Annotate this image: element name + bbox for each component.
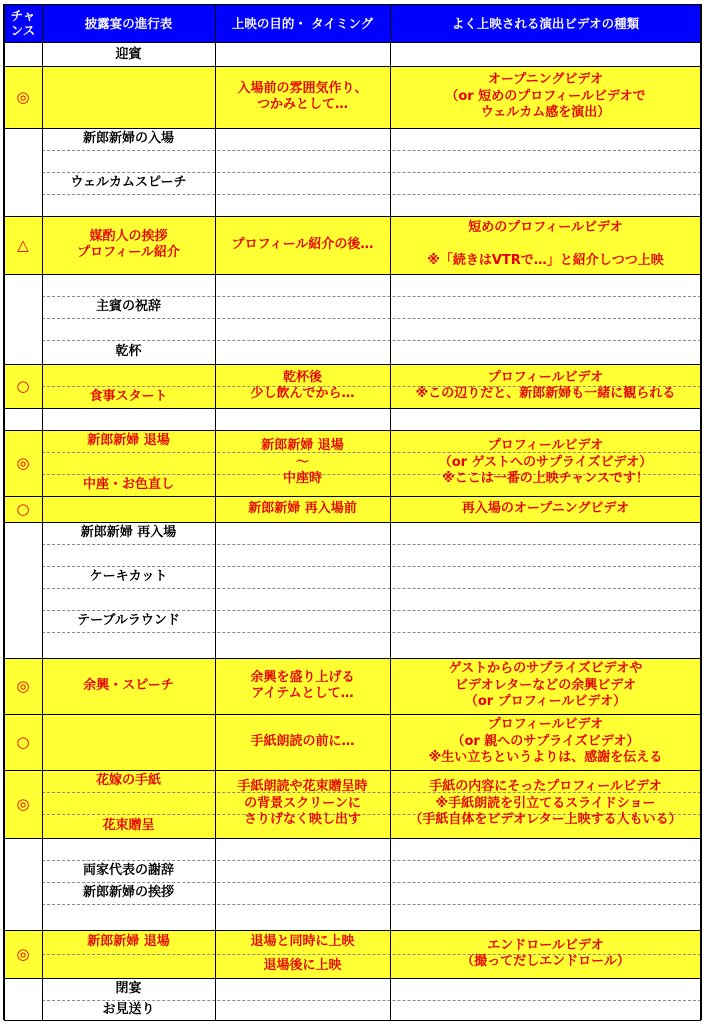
- purpose-text: 新郎新婦 退場 ～ 中座時: [261, 438, 344, 487]
- schedule-item: 新郎新婦 退場: [87, 933, 170, 949]
- header-purpose: 上映の目的・ タイミング: [215, 4, 390, 42]
- chance-mark: ◎: [16, 87, 30, 106]
- header-schedule: 披露宴の進行表: [42, 4, 215, 42]
- schedule-item: 花束贈呈: [102, 817, 155, 833]
- schedule-item: 中座・お色直し: [82, 476, 174, 492]
- purpose-text: 乾杯後 少し飲んでから…: [250, 369, 355, 401]
- purpose-text: 手紙朗読や花束贈呈時 の背景スクリーンに さりげなく映し出す: [237, 779, 368, 828]
- row-divider: [42, 150, 701, 151]
- row-divider: [42, 194, 701, 195]
- row-divider: [4, 274, 701, 275]
- header-chance: チャ ンス: [4, 4, 42, 42]
- video-text: プロフィールビデオ （or 親へのサプライズビデオ） ※生い立ちというよりは、感謝を伝える: [428, 717, 663, 766]
- video-text: ゲストからのサプライズビデオや ビデオレターなどの余興ビデオ （or プロフィールビデオ）: [448, 661, 643, 710]
- schedule-item: 閉宴: [115, 980, 142, 996]
- video-text: プロフィールビデオ ※この辺りだと、新郎新婦も一緒に観られる: [415, 369, 676, 401]
- schedule-item: 花嫁の手紙: [95, 772, 161, 788]
- video-text: エンドロールビデオ （撮ってだしエンドロール）: [461, 937, 630, 969]
- schedule-item: ウェルカムスピーチ: [70, 174, 187, 190]
- purpose-text: 退場後に上映: [263, 957, 342, 973]
- chance-mark: △: [17, 235, 29, 254]
- chance-mark: ◎: [16, 794, 30, 813]
- schedule-item: 両家代表の謝辞: [82, 862, 174, 878]
- row-divider: [4, 42, 701, 43]
- row-divider: [42, 318, 701, 319]
- row-divider: [42, 632, 701, 633]
- row-divider: [4, 1020, 701, 1021]
- schedule-item: 新郎新婦の入場: [82, 130, 174, 146]
- header-video: よく上映される演出ビデオの種類: [390, 4, 701, 42]
- video-text: 手紙の内容にそったプロフィールビデオ ※手紙朗読を引立てるスライドショー （手紙自体をビデオレター上映する人もいる）: [409, 779, 682, 828]
- row-divider: [4, 838, 701, 839]
- chance-mark: ○: [16, 376, 30, 395]
- row-divider: [4, 408, 701, 409]
- purpose-text: 新郎新婦 再入場前: [248, 500, 357, 516]
- schedule-item: 媒酌人の挨拶 プロフィール紹介: [77, 228, 180, 260]
- schedule-item: 新郎新婦の挨拶: [82, 884, 174, 900]
- video-text: オープニングビデオ （or 短めのプロフィールビデオで ウェルカム感を演出）: [445, 72, 646, 121]
- row-divider: [42, 544, 701, 545]
- schedule-item: 食事スタート: [89, 388, 168, 404]
- row-divider: [42, 588, 701, 589]
- schedule-item: 余興・スピーチ: [83, 677, 174, 693]
- schedule-item: お見送り: [102, 1001, 155, 1017]
- schedule-item: 乾杯: [115, 343, 142, 359]
- video-text: プロフィールビデオ （or ゲストへのサプライズビデオ） ※ここは一番の上映チャンスです！: [438, 438, 653, 487]
- row-divider: [4, 4, 701, 5]
- chance-mark: ◎: [16, 944, 30, 963]
- chance-mark: ○: [16, 732, 30, 751]
- purpose-text: 入場前の雰囲気作り、 つかみとして…: [237, 80, 368, 112]
- chance-mark: ◎: [16, 453, 30, 472]
- schedule-item: 新郎新婦 退場: [87, 432, 170, 448]
- purpose-text: 手紙朗読の前に…: [250, 733, 355, 749]
- purpose-text: 退場と同時に上映: [250, 933, 355, 949]
- schedule-item: テーブルラウンド: [77, 612, 180, 628]
- chance-mark: ◎: [16, 676, 30, 695]
- purpose-text: 余興を盛り上げる アイテムとして…: [250, 669, 355, 701]
- chance-mark: ○: [16, 499, 30, 518]
- video-text: 短めのプロフィールビデオ ※「続きはVTRで…」と紹介しつつ上映: [427, 220, 664, 269]
- purpose-text: プロフィール紹介の後…: [231, 236, 374, 252]
- schedule-item: 主賓の祝辞: [95, 298, 161, 314]
- row-divider: [42, 904, 701, 905]
- schedule-item: 新郎新婦 再入場: [80, 524, 177, 540]
- schedule-item: 迎賓: [115, 46, 142, 62]
- schedule-item: ケーキカット: [89, 568, 168, 584]
- video-text: 再入場のオープニングビデオ: [461, 500, 630, 516]
- schedule-table: [4, 4, 701, 1020]
